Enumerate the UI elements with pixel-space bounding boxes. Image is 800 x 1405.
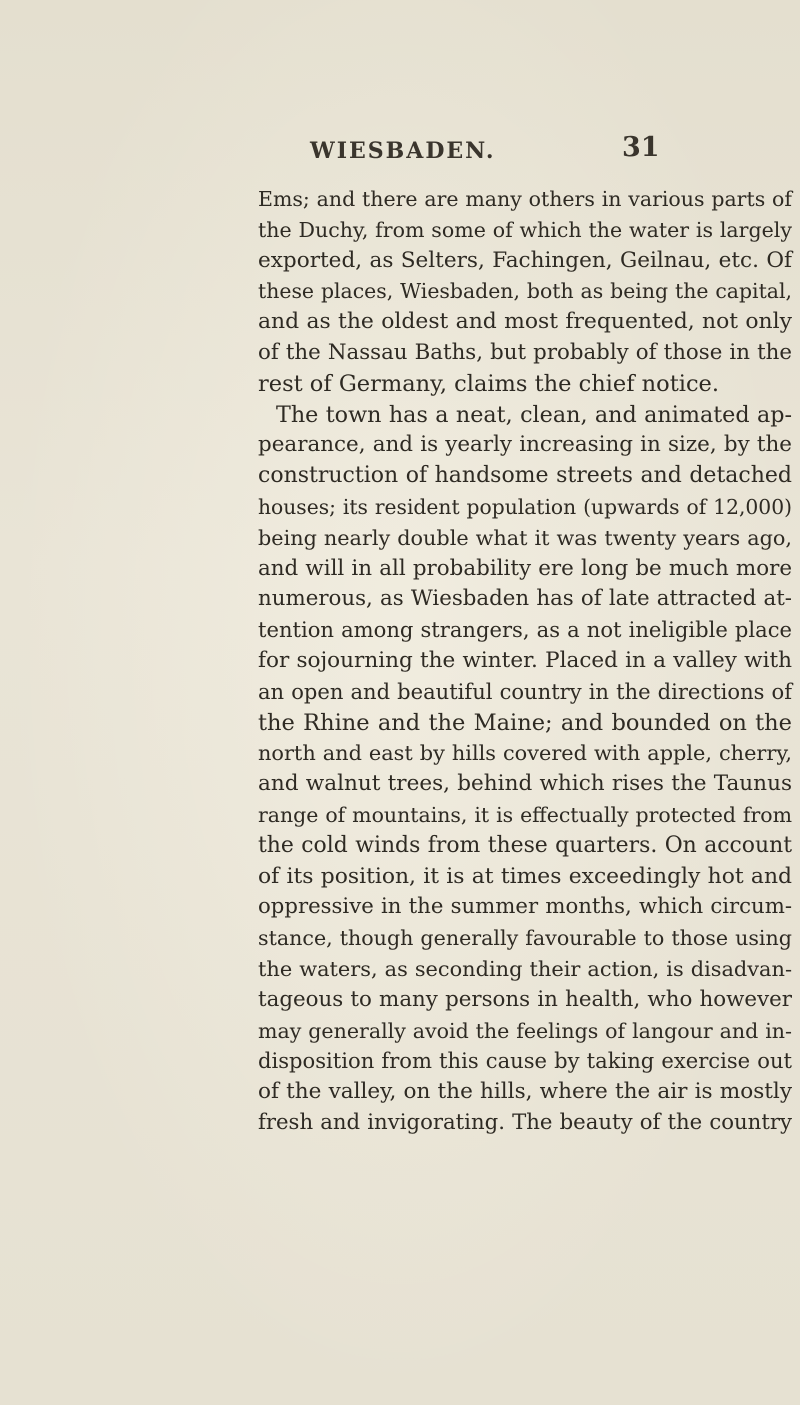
text-line: these places, Wiesbaden, both as being the capital, [258,279,792,304]
text-line: fresh and invigorating. The beauty of the country [258,1109,792,1135]
text-line: tageous to many persons in health, who however [258,986,792,1012]
text-line: and as the oldest and most frequented, not only [258,309,792,335]
text-line: range of mountains, it is effectually protected from [258,802,792,827]
text-line: houses; its resident population (upwards of 12,000) [258,494,792,519]
text-line: being nearly double what it was twenty years ago, [258,525,792,550]
body-text [258,184,792,1139]
running-head: WIESBADEN. [310,138,496,164]
text-line: construction of handsome streets and detached [258,463,792,489]
text-line: may generally avoid the feelings of langour and in- [258,1018,792,1043]
text-line: stance, though generally favourable to those using [258,926,792,951]
text-line: disposition from this cause by taking exercise out [258,1048,792,1074]
text-line: of the valley, on the hills, where the air is mostly [258,1079,792,1105]
text-line: the Rhine and the Maine; and bounded on the [258,709,792,736]
text-line: an open and beautiful country in the directions of [258,678,792,704]
text-line: of its position, it is at times exceedingly hot and [258,863,792,889]
text-line: The town has a neat, clean, and animated ap- [276,401,792,428]
text-line: tention among strangers, as a not ineligible place [258,617,792,643]
text-line: numerous, as Wiesbaden has of late attracted at- [258,586,792,612]
text-line: and walnut trees, behind which rises the Taunus [258,771,792,797]
page-number: 31 [622,132,660,163]
page-header [0,132,800,172]
text-line: for sojourning the winter. Placed in a valley with [258,647,792,673]
text-line: the Duchy, from some of which the water is largely [258,217,792,242]
text-line: exported, as Selters, Fachingen, Geilnau, etc. Of [258,247,792,273]
text-line: Ems; and there are many others in various parts of [258,187,792,211]
text-line: and will in all probability ere long be much more [258,555,792,581]
text-line: rest of Germany, claims the chief notice. [258,370,720,397]
text-line: oppressive in the summer months, which circum- [258,894,792,920]
text-line: pearance, and is yearly increasing in size, by the [258,432,792,458]
text-line: the cold winds from these quarters. On account [258,832,792,858]
text-line: north and east by hills covered with apple, cherry, [258,741,792,766]
text-line: the waters, as seconding their action, is disadvan- [258,956,792,981]
text-line: of the Nassau Baths, but probably of those in the [258,339,792,365]
